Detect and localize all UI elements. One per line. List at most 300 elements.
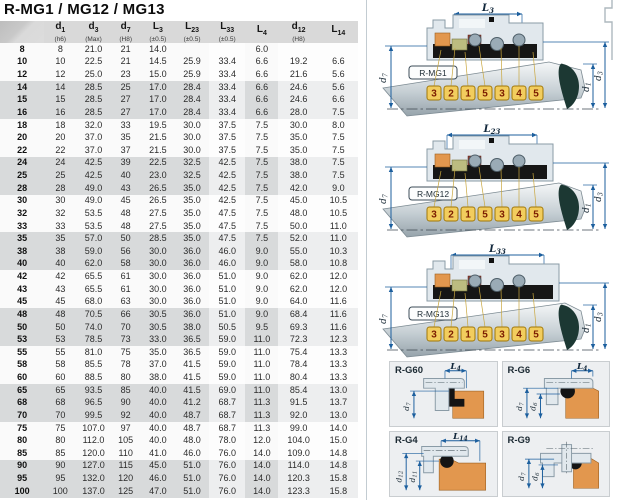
cell: 9.0 <box>255 308 269 319</box>
table-row <box>0 144 358 157</box>
cell: 17.0 <box>149 94 167 105</box>
table-row <box>0 270 358 283</box>
cell: 120.3 <box>278 472 318 485</box>
cell: 28.5 <box>149 233 167 244</box>
cell: 49.0 <box>84 182 103 193</box>
cell: 9.0 <box>255 283 269 294</box>
svg-text:3: 3 <box>431 88 437 100</box>
cell: 33.4 <box>209 94 245 107</box>
cell: 48 <box>120 220 131 231</box>
cell: 65.5 <box>84 283 103 294</box>
cell: 47.5 <box>209 232 245 245</box>
row-size-label: 55 <box>17 346 28 357</box>
cell: 25.9 <box>183 69 201 80</box>
cell: 33.4 <box>209 81 245 94</box>
cell: 78.5 <box>84 334 103 345</box>
cell: 63 <box>120 296 131 307</box>
cell: 27 <box>120 106 131 117</box>
svg-text:d7: d7 <box>514 402 525 411</box>
cell: 12.3 <box>319 333 358 346</box>
svg-text:4: 4 <box>516 88 522 100</box>
cell: 35.0 <box>183 207 201 218</box>
row-size-label: 53 <box>17 334 28 345</box>
cell: 66 <box>120 308 131 319</box>
cell: 36.0 <box>183 308 201 319</box>
cell: 40.0 <box>149 397 167 408</box>
cell: 127.0 <box>82 460 105 471</box>
cell: 25.0 <box>84 69 103 80</box>
cell: 62.0 <box>278 270 318 283</box>
row-size-label: 32 <box>17 207 28 218</box>
table-row <box>0 94 358 107</box>
cell: 90 <box>55 460 66 471</box>
cell: 37.5 <box>209 119 245 132</box>
cell: 37.5 <box>209 131 245 144</box>
svg-text:3: 3 <box>431 329 437 341</box>
svg-text:d12: d12 <box>394 470 405 483</box>
cell: 9.0 <box>255 258 269 269</box>
row-size-label: 60 <box>17 372 28 383</box>
cell: 53.5 <box>84 207 103 218</box>
cell: 7.5 <box>319 144 358 157</box>
cell: 11.6 <box>319 308 358 321</box>
column-header: $L_4$ <box>245 21 278 43</box>
svg-text:2: 2 <box>448 209 454 221</box>
seat-variant-grid <box>389 361 610 497</box>
row-size-label: 100 <box>14 485 30 496</box>
cell: 13.3 <box>319 359 358 372</box>
cell: 45.0 <box>149 460 167 471</box>
cell: 5.6 <box>319 68 358 81</box>
cell: 46.0 <box>149 473 167 484</box>
svg-text:d1: d1 <box>582 323 593 333</box>
cell: 40 <box>55 258 66 269</box>
svg-text:d1: d1 <box>582 82 593 92</box>
table-row <box>0 68 358 81</box>
cell: 42.5 <box>209 195 245 208</box>
cell: 68.7 <box>209 397 245 410</box>
cell: 10 <box>55 56 66 67</box>
row-size-label: 28 <box>17 182 28 193</box>
svg-text:2: 2 <box>448 88 454 100</box>
cell: 41.2 <box>183 397 201 408</box>
cell: 47.5 <box>209 207 245 220</box>
cell: 33 <box>120 119 131 130</box>
cell: 51.0 <box>209 270 245 283</box>
table-row <box>0 169 358 182</box>
cell <box>175 43 209 56</box>
cell: 137.0 <box>82 485 105 496</box>
cell: 7.5 <box>255 220 269 231</box>
cell: 40 <box>120 170 131 181</box>
svg-text:5: 5 <box>482 329 488 341</box>
cell: 6.6 <box>255 106 269 117</box>
cell: 12 <box>55 69 66 80</box>
svg-text:d7: d7 <box>379 194 390 204</box>
cell: 42.0 <box>278 182 318 195</box>
page-corner-decoration <box>599 0 617 60</box>
cell: 35.0 <box>149 346 167 357</box>
table-body <box>0 43 358 498</box>
cell: 100 <box>52 485 68 496</box>
cell: 72.3 <box>278 333 318 346</box>
panel-r-g4 <box>389 431 498 497</box>
cell: 27.5 <box>149 220 167 231</box>
cell: 52.0 <box>278 232 318 245</box>
cell: 11.0 <box>319 232 358 245</box>
cell: 27 <box>120 94 131 105</box>
column-header: $L_{33}$ (±0.5) <box>209 21 245 43</box>
cell: 36.5 <box>183 346 201 357</box>
svg-text:2: 2 <box>448 329 454 341</box>
svg-text:3: 3 <box>431 209 437 221</box>
cell: 114.0 <box>278 460 318 473</box>
cell: 110 <box>118 447 133 458</box>
cell: 60 <box>55 372 66 383</box>
row-size-label: 45 <box>17 296 28 307</box>
panel-r-g60 <box>389 361 498 427</box>
seal-cross-section <box>367 2 616 122</box>
row-size-label: 42 <box>17 271 28 282</box>
cell: 39 <box>120 157 131 168</box>
cell: 36.0 <box>183 271 201 282</box>
cell: 30.0 <box>183 144 201 155</box>
cell: 96.5 <box>84 397 103 408</box>
cell: 48.7 <box>183 422 201 433</box>
cell: 92 <box>120 409 131 420</box>
cell: 30.0 <box>149 283 167 294</box>
svg-text:L3: L3 <box>482 3 494 15</box>
cell: 48 <box>55 308 66 319</box>
diagram-r-mg13 <box>367 243 616 363</box>
cell: 6.6 <box>255 81 269 92</box>
cell: 32.5 <box>183 170 201 181</box>
svg-text:d3: d3 <box>594 192 605 202</box>
cell: 37.0 <box>84 132 103 143</box>
cell: 51.0 <box>209 296 245 309</box>
cell: 22.5 <box>84 56 103 67</box>
cell: 7.5 <box>255 182 269 193</box>
row-size-label: 22 <box>17 144 28 155</box>
cell: 58 <box>55 359 66 370</box>
cell: 11.0 <box>253 346 271 357</box>
cell: 69.3 <box>278 321 318 334</box>
cell: 36.0 <box>183 258 201 269</box>
cell: 22 <box>55 144 66 155</box>
svg-text:d7: d7 <box>402 402 413 411</box>
panel-r-g6 <box>502 361 611 427</box>
cell: 30.0 <box>183 132 201 143</box>
row-size-label: 40 <box>17 258 28 269</box>
cell: 58 <box>120 258 131 269</box>
svg-text:1: 1 <box>465 88 471 100</box>
diagram-r-mg1 <box>367 2 616 122</box>
cell: 6.6 <box>255 56 269 67</box>
cell: 14 <box>55 81 66 92</box>
seal-cross-section <box>367 243 616 363</box>
cell: 9.5 <box>255 321 269 332</box>
cell: 40.0 <box>149 422 167 433</box>
cell: 13.3 <box>319 346 358 359</box>
seal-cross-section <box>367 123 616 243</box>
svg-text:d6: d6 <box>528 402 539 411</box>
cell: 59.0 <box>209 346 245 359</box>
cell: 30.0 <box>278 119 318 132</box>
cell: 23 <box>120 69 131 80</box>
cell: 7.5 <box>255 119 269 130</box>
row-size-label: 65 <box>17 384 28 395</box>
table-row <box>0 485 358 498</box>
cell: 115 <box>118 460 133 471</box>
table-row <box>0 384 358 397</box>
cell: 28.4 <box>183 94 201 105</box>
diagram-label: R-MG12 <box>416 189 450 199</box>
cell: 56 <box>120 245 131 256</box>
cell: 7.5 <box>255 207 269 218</box>
cell: 80 <box>120 372 131 383</box>
cell: 50 <box>55 321 66 332</box>
cell: 7.5 <box>255 170 269 181</box>
row-size-label: 80 <box>17 435 28 446</box>
panel-r-g9 <box>502 431 611 497</box>
cell <box>278 43 318 56</box>
cell: 14.0 <box>253 473 271 484</box>
cell: 73 <box>120 334 131 345</box>
cell: 37 <box>120 144 131 155</box>
cell: 59.0 <box>209 371 245 384</box>
cell: 6.6 <box>319 94 358 107</box>
cell: 28.0 <box>278 106 318 119</box>
cell: 11.0 <box>253 334 271 345</box>
cell: 11.0 <box>253 359 271 370</box>
cell: 70 <box>120 321 131 332</box>
cell: 9.0 <box>255 296 269 307</box>
cell: 5.6 <box>319 81 358 94</box>
cell: 21.5 <box>149 132 167 143</box>
cell: 23.0 <box>149 170 167 181</box>
cell: 11.3 <box>253 422 271 433</box>
cell: 99.0 <box>278 422 318 435</box>
cell: 93.5 <box>84 384 103 395</box>
cell: 75 <box>55 422 66 433</box>
cell: 40.0 <box>149 384 167 395</box>
row-size-label: 8 <box>19 43 25 54</box>
cell: 76.0 <box>209 472 245 485</box>
svg-text:d3: d3 <box>594 71 605 81</box>
cell: 65 <box>55 384 66 395</box>
cell: 42.5 <box>209 182 245 195</box>
cell: 21.5 <box>149 144 167 155</box>
cell: 11.0 <box>319 220 358 233</box>
cell: 109.0 <box>278 447 318 460</box>
cell: 59.0 <box>209 333 245 346</box>
table-row <box>0 207 358 220</box>
cell: 68 <box>55 397 66 408</box>
cell: 61 <box>120 283 131 294</box>
cell: 104.0 <box>278 434 318 447</box>
cell: 15 <box>55 94 66 105</box>
table-row <box>0 119 358 132</box>
cell: 112.0 <box>82 435 105 446</box>
row-size-label: 50 <box>17 321 28 332</box>
cell: 30.5 <box>149 321 167 332</box>
svg-text:5: 5 <box>482 209 488 221</box>
cell: 28.5 <box>84 106 103 117</box>
table-row <box>0 460 358 473</box>
cell: 17.0 <box>149 106 167 117</box>
svg-text:L4: L4 <box>576 362 587 373</box>
cell: 50 <box>120 233 131 244</box>
cell <box>319 43 358 56</box>
cell: 36.0 <box>183 296 201 307</box>
column-header: $d_3$ (Max) <box>76 21 110 43</box>
cell: 9.0 <box>255 271 269 282</box>
table-row <box>0 245 358 258</box>
cell: 6.6 <box>319 56 358 69</box>
cell: 37.0 <box>149 359 167 370</box>
cell: 76.0 <box>209 485 245 498</box>
cell: 51.0 <box>209 283 245 296</box>
cell: 37.0 <box>84 144 103 155</box>
cell: 7.5 <box>255 144 269 155</box>
cell: 13.0 <box>319 384 358 397</box>
cell: 10.3 <box>319 245 358 258</box>
cell: 48.0 <box>278 207 318 220</box>
cell: 11.3 <box>253 409 271 420</box>
cell: 14.0 <box>253 447 271 458</box>
row-size-label: 70 <box>17 409 28 420</box>
cell: 43 <box>55 283 66 294</box>
cell: 45 <box>120 195 131 206</box>
table-row <box>0 346 358 359</box>
cell: 123.3 <box>278 485 318 498</box>
cell: 10.5 <box>319 195 358 208</box>
cell: 91.5 <box>278 397 318 410</box>
cell: 120.0 <box>82 447 105 458</box>
table-row <box>0 359 358 372</box>
cell: 32 <box>55 207 66 218</box>
cell: 8 <box>57 43 63 54</box>
cell: 68.7 <box>209 409 245 422</box>
row-size-label: 33 <box>17 220 28 231</box>
cell: 80 <box>55 435 66 446</box>
cell: 35.0 <box>183 220 201 231</box>
cell: 35.0 <box>183 195 201 206</box>
svg-text:d7: d7 <box>379 73 390 83</box>
cell: 15.0 <box>149 69 167 80</box>
cell: 30.0 <box>149 245 167 256</box>
cell: 33 <box>55 220 66 231</box>
cell: 51.0 <box>209 308 245 321</box>
diagram-label: R-MG1 <box>419 68 447 78</box>
table-row <box>0 106 358 119</box>
cell: 30 <box>55 195 66 206</box>
cell: 28.4 <box>183 106 201 117</box>
cell: 46.0 <box>209 245 245 258</box>
cell: 74.0 <box>84 321 103 332</box>
svg-text:d6: d6 <box>530 472 541 481</box>
cell: 19.5 <box>149 119 167 130</box>
cell: 45 <box>55 296 66 307</box>
cell: 107.0 <box>82 422 105 433</box>
cell: 75 <box>120 346 131 357</box>
cell: 21 <box>120 56 131 67</box>
cell: 65.5 <box>84 271 103 282</box>
row-size-label: 24 <box>17 157 28 168</box>
cell: 7.5 <box>255 132 269 143</box>
row-size-label: 38 <box>17 245 28 256</box>
cell: 14.5 <box>149 56 167 67</box>
cell: 64.0 <box>278 296 318 309</box>
cell: 14.0 <box>253 460 271 471</box>
cell: 6.6 <box>255 94 269 105</box>
svg-text:5: 5 <box>533 329 539 341</box>
cell: 41.0 <box>149 447 167 458</box>
cell: 30.0 <box>149 258 167 269</box>
cell: 97 <box>120 422 131 433</box>
cell: 42.5 <box>84 157 103 168</box>
row-size-label: 48 <box>17 308 28 319</box>
cell: 11.6 <box>319 321 358 334</box>
cell: 33.4 <box>209 56 245 69</box>
cell: 40.0 <box>149 409 167 420</box>
table-row <box>0 220 358 233</box>
cell: 68.4 <box>278 308 318 321</box>
table-row <box>0 56 358 69</box>
table-row <box>0 258 358 271</box>
cell: 75.4 <box>278 346 318 359</box>
cell: 13.0 <box>319 409 358 422</box>
cell: 32.0 <box>84 119 103 130</box>
cell: 48 <box>120 207 131 218</box>
cell: 33.4 <box>209 68 245 81</box>
cell: 36.0 <box>183 245 201 256</box>
cell: 28.5 <box>84 94 103 105</box>
cell: 7.5 <box>255 157 269 168</box>
corner-header-cell <box>0 21 44 43</box>
cell: 50.5 <box>209 321 245 334</box>
cell: 85.4 <box>278 384 318 397</box>
seat-panel-label: R-G6 <box>507 365 531 376</box>
table-row <box>0 195 358 208</box>
cell: 35.0 <box>183 182 201 193</box>
cell: 51.0 <box>183 473 201 484</box>
cell: 9.0 <box>319 182 358 195</box>
cell: 78 <box>120 359 131 370</box>
svg-text:3: 3 <box>499 88 505 100</box>
table-row <box>0 434 358 447</box>
column-header: $d_7$ (H8) <box>111 21 141 43</box>
cell: 78.4 <box>278 359 318 372</box>
table-row <box>0 283 358 296</box>
svg-text:d7: d7 <box>516 472 527 481</box>
diagram-label: R-MG13 <box>416 309 450 319</box>
cell: 42.5 <box>209 157 245 170</box>
cell: 7.5 <box>255 233 269 244</box>
cell: 43 <box>120 182 131 193</box>
cell: 35.0 <box>278 131 318 144</box>
row-size-label: 14 <box>17 81 28 92</box>
row-size-label: 95 <box>17 473 28 484</box>
table-row <box>0 371 358 384</box>
cell: 16 <box>55 106 66 117</box>
cell: 7.5 <box>255 195 269 206</box>
cell: 28.4 <box>183 81 201 92</box>
cell: 15.8 <box>319 485 358 498</box>
table-row <box>0 182 358 195</box>
cell: 68.7 <box>209 422 245 435</box>
cell: 42.5 <box>84 170 103 181</box>
